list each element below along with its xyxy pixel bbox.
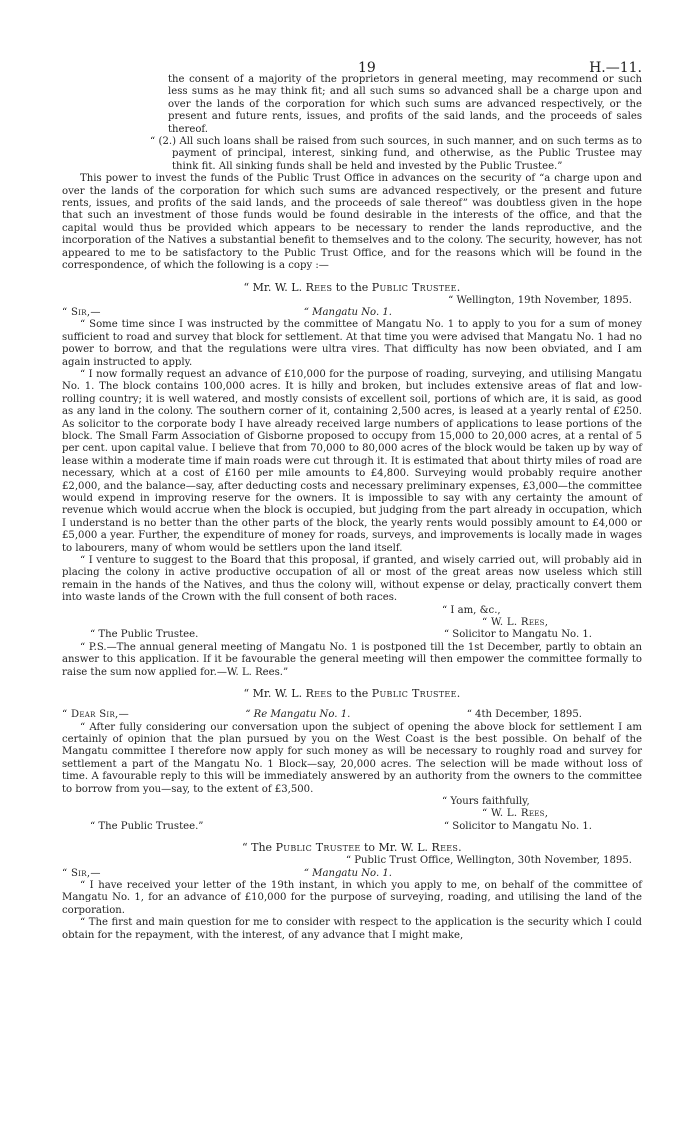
letter2-salutation: “ Dear Sir,— <box>62 709 129 721</box>
letter2-heading-mid: to the <box>332 687 372 701</box>
document-reference: H.—11. <box>589 60 642 76</box>
letter2-heading-to: Public Trustee. <box>371 687 461 701</box>
letter1-paragraph-2: “ I now formally request an advance of £10,000 for the purpose of roading, surveying, and utilising Mangatu No. 1. The block contains 100,000 acres. It is hilly and broken, but includes extensive areas of flat and low-rolling country; it is well watered, and mostly consists of excellent soil, portions of which are, it is said, as good as any land in the colony. The southern corner of it, containing 2,500 acres, is leased at a yearly rental of £250. As solicitor to the corporate body I have already received large numbers of applications to lease portions of the block. The Small Farm Association of Gisborne proposed to occupy from 15,000 to 20,000 acres, at a rental of 5 per cent. upon capital value. I believe that from 70,000 to 80,000 acres of the block would be taken up by way of lease within a moderate time if main roads were cut through it. It is estimated that about thirty miles of road are necessary, which at a cost of £160 per mile amounts to £4,800. Surveying would probably require another £2,000, and the balance—say, after deducting costs and necessary preliminary expenses, £3,000—the committee would expend in improving reserve for the owners. It is impossible to say with any certainty the amount of revenue which would accrue when the block is occupied, but judging from the part already in occupation, which I understand is no better than the other parts of the block, the yearly rents would possibly amount to £4,000 or £5,000 a year. Further, the expenditure of money for roads, surveys, and improvements is locally made in wages to labourers, many of whom would be settlers upon the land itself. <box>62 368 642 554</box>
letter3-heading-name: Rees. <box>431 841 462 855</box>
letter1-heading-pre: “ Mr. W. L. <box>243 280 306 294</box>
letter2-signature-title: “ Solicitor to Mangatu No. 1. <box>443 820 592 832</box>
letter1-closing: “ I am, &c., <box>442 604 501 616</box>
letter2-heading <box>62 687 642 701</box>
letter2-addressee: “ The Public Trustee.” <box>90 820 204 832</box>
continued-clause: the consent of a majority of the proprietors in general meeting, may recommend or such less sums as he may think fit; and all such sums so advanced shall be a charge upon and over the lands of the corporation for which such sums are advanced respectively, or the present and future rents, issues, and profits of the said lands, and the proceeds of sales thereof. <box>168 74 642 135</box>
letter3-salutation-row <box>62 868 642 880</box>
letter1-paragraph-3: “ I venture to suggest to the Board that this proposal, if granted, and wisely carried out, will probably aid in placing the colony in active productive occupation of all or most of the great areas now useless which still remain in the hands of the Natives, and thus the colony will, without expense or delay, practically convert them into waste lands of the Crown with the full consent of both races. <box>62 555 642 604</box>
letter1-paragraph-1: “ Some time since I was instructed by the committee of Mangatu No. 1 to apply to you for a sum of money sufficient to road and survey that block for settlement. At that time you were advised that Mangatu No. 1 had no power to borrow, and that the regulations were ultra vires. That difficulty has now been obviated, and I am again instructed to apply. <box>62 319 642 368</box>
letter3-heading-pre: “ The <box>242 841 276 855</box>
letter3-heading-mid: to Mr. W. L. <box>360 841 432 855</box>
letter1-heading <box>62 281 642 295</box>
page-number: 19 <box>358 60 376 76</box>
letter3-heading-from: Public Trustee <box>275 841 361 855</box>
letter3-subject: “ Mangatu No. 1. <box>303 867 392 879</box>
letter3-paragraph-1: “ I have received your letter of the 19th instant, in which you apply to me, on behalf of the committee of Mangatu No. 1, for an advance of £10,000 for the purpose of surveying, roading, and utilising the land of the corporation. <box>62 879 642 916</box>
letter3-paragraph-2: “ The first and main question for me to consider with respect to the application is the security which I could obtain for the repayment, with the interest, of any advance that I might make, <box>62 917 642 941</box>
letter2-subject: “ Re Mangatu No. 1. <box>245 709 351 721</box>
letter2-signature: “ W. L. Rees, <box>482 808 549 820</box>
letter1-postscript: “ P.S.—The annual general meeting of Mangatu No. 1 is postponed till the 1st December, partly to obtain an answer to this application. If it be favourable the general meeting will then empower the committee formally to raise the sum now applied for.—W. L. Rees.” <box>62 641 642 678</box>
letter1-place-date: “ Wellington, 19th November, 1895. <box>448 294 632 306</box>
page-header <box>62 0 642 74</box>
letter2-paragraph-1: “ After fully considering our conversation upon the subject of opening the above block for settlement I am certainly of opinion that the plan pursued by you on the West Coast is the best possible. On behalf of the Mangatu committee I therefore now apply for such money as will be necessary to roughly road and survey for settlement a part of the Mangatu No. 1 Block—say, 20,000 acres. The selection will be made without loss of time. A favourable reply to this will be immediately answered by an authority from the owners to the committee to borrow from you—say, to the extent of £3,500. <box>62 721 642 795</box>
letter1-subject: “ Mangatu No. 1. <box>303 306 392 318</box>
letter1-addressee-row <box>62 629 642 641</box>
letter2-heading-name: Rees <box>305 687 333 701</box>
letter3-place-date: “ Public Trust Office, Wellington, 30th November, 1895. <box>345 855 632 867</box>
intro-paragraph: This power to invest the funds of the Public Trust Office in advances on the security of “a charge upon and over the lands of the corporation for which such sums are advanced respectively, or the present and future rents, issues, and profits of the said lands, and the proceeds of sale thereof” was doubtless given in the hope that such an investment of those funds would be found desirable in the interests of the office, and that the capital would thus be provided which appears to be necessary to render the lands reproductive, and the incorporation of the Natives a substantial benefit to themselves and to the colony. The security, however, has not appeared to me to be satisfactory to the Public Trust Office, and for the reasons which will be found in the correspondence, of which the following is a copy :— <box>62 173 642 272</box>
letter2-date: “ 4th December, 1895. <box>466 709 582 721</box>
letter1-heading-name: Rees <box>305 280 333 294</box>
letter2-salutation-row <box>62 709 642 721</box>
letter3-heading <box>62 841 642 855</box>
letter1-addressee: “ The Public Trustee. <box>90 629 199 641</box>
letter1-signature-title: “ Solicitor to Mangatu No. 1. <box>443 629 592 641</box>
letter2-addressee-row <box>62 821 642 833</box>
letter1-heading-to: Public Trustee. <box>371 280 461 294</box>
letter1-salutation-row <box>62 307 642 319</box>
letter2-closing: “ Yours faithfully, <box>442 795 530 807</box>
letter1-signature: “ W. L. Rees, <box>482 617 549 629</box>
letter3-salutation: “ Sir,— <box>62 867 101 879</box>
letter1-salutation: “ Sir,— <box>62 306 101 318</box>
clause-2: “ (2.) All such loans shall be raised from such sources, in such manner, and on such terms as to payment of principal, interest, sinking fund, and otherwise, as the Public Trustee may think fit. All sinking funds shall be held and invested by the Public Trustee.” <box>150 136 642 172</box>
letter1-heading-mid: to the <box>332 280 372 294</box>
letter2-heading-pre: “ Mr. W. L. <box>243 687 306 701</box>
